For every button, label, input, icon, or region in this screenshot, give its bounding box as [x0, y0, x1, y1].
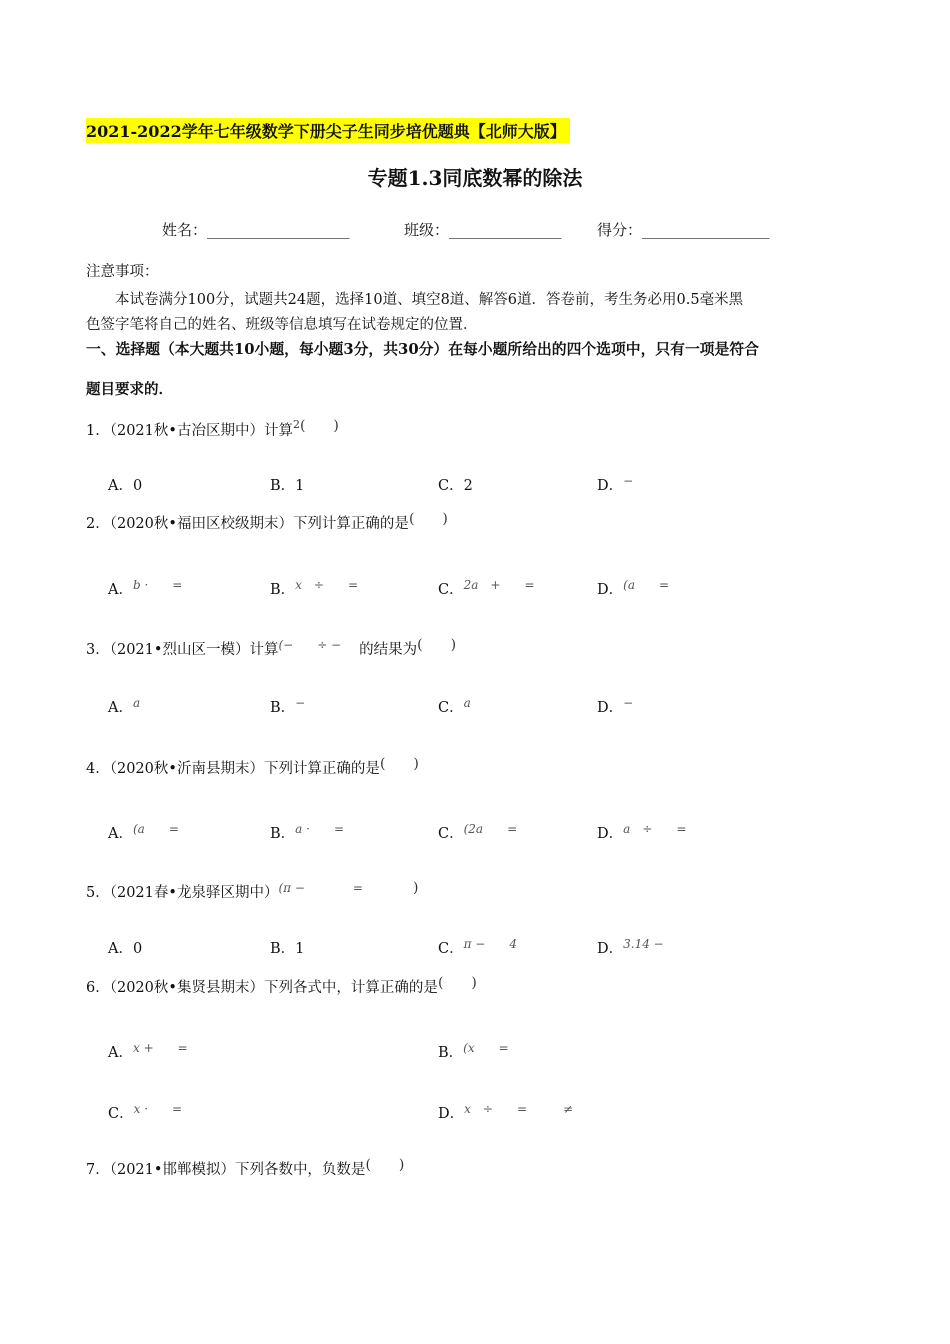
option-label: C． — [438, 582, 464, 598]
question-number: 7． — [86, 1162, 110, 1178]
math-expr: 2 — [292, 418, 300, 431]
question-source: （2021春•龙泉驿区期中） — [109, 885, 279, 901]
option-a[interactable] — [108, 696, 140, 717]
answer-blank[interactable]: ( ) — [437, 975, 477, 991]
option-b[interactable] — [438, 1041, 509, 1062]
question-number: 1． — [86, 423, 110, 439]
question-4 — [86, 757, 419, 778]
option-a[interactable] — [108, 822, 179, 843]
option-c[interactable] — [438, 696, 471, 717]
option-label: A． — [108, 826, 133, 842]
option-math: − — [295, 696, 306, 710]
question-7 — [86, 1158, 404, 1179]
option-d[interactable] — [597, 696, 633, 717]
series-banner: 2021-2022学年七年级数学下册尖子生同步培优题典【北师大版】 — [86, 118, 570, 143]
option-d[interactable] — [597, 822, 686, 843]
option-math: a ÷ = — [623, 822, 687, 836]
option-d[interactable] — [597, 937, 664, 958]
question-number: 5． — [86, 885, 110, 901]
question-number: 3． — [86, 642, 110, 658]
option-math: (a = — [132, 822, 179, 836]
option-label: D． — [597, 941, 624, 957]
class-field[interactable]: 班级：_______________ — [404, 221, 562, 239]
option-label: B． — [270, 478, 296, 494]
option-math: a — [132, 696, 141, 710]
option-a[interactable] — [108, 578, 182, 599]
answer-blank[interactable]: ( ) — [365, 1157, 405, 1173]
math-expr: (π − = — [278, 881, 363, 895]
option-label: A． — [108, 700, 133, 716]
option-text: 2 — [463, 478, 473, 494]
option-c[interactable] — [438, 578, 535, 599]
question-number: 4． — [86, 761, 110, 777]
option-c[interactable] — [438, 474, 473, 495]
page-title: 专题1.3同底数幂的除法 — [367, 166, 583, 190]
option-label: C． — [438, 478, 464, 494]
option-label: A． — [108, 941, 133, 957]
question-source: （2021秋•古冶区期中）计算 — [109, 423, 293, 439]
option-math: (2a = — [463, 822, 518, 836]
notes-heading: 注意事项： — [86, 264, 159, 280]
option-math: x · = — [133, 1102, 183, 1116]
option-c[interactable] — [438, 822, 517, 843]
option-text: 0 — [132, 478, 143, 494]
question-5 — [86, 881, 418, 902]
option-math: (a = — [623, 578, 670, 592]
section-heading-cont: 题目要求的． — [86, 381, 173, 398]
question-number: 6． — [86, 980, 110, 996]
option-label: A． — [108, 478, 133, 494]
option-a[interactable] — [108, 474, 142, 495]
option-label: D． — [597, 478, 624, 494]
question-source: （2020秋•集贤县期末）下列各式中，计算正确的是 — [109, 980, 438, 996]
section-heading: 一、选择题（本大题共10小题，每小题3分，共30分）在每小题所给出的四个选项中，只有一项是符合 — [86, 341, 759, 358]
option-d[interactable] — [597, 578, 669, 599]
option-c[interactable] — [438, 937, 517, 958]
notes-line-2: 色签字笔将自己的姓名、班级等信息填写在试卷规定的位置． — [86, 317, 478, 333]
option-label: C． — [108, 1106, 134, 1122]
question-source: （2020秋•沂南县期末）下列计算正确的是 — [109, 761, 380, 777]
option-label: D． — [438, 1106, 465, 1122]
option-d[interactable] — [438, 1102, 573, 1123]
option-label: B． — [270, 941, 296, 957]
option-label: C． — [438, 700, 464, 716]
answer-blank[interactable]: ( ) — [379, 756, 419, 772]
option-math: a — [463, 696, 471, 710]
notes-line-1: 本试卷满分100分，试题共24题，选择10道、填空8道、解答6道．答卷前，考生务必用0.5毫米黑 — [115, 292, 744, 308]
question-1 — [86, 419, 339, 440]
question-tail: 的结果为 — [359, 642, 418, 658]
option-math: 3.14 − — [623, 937, 664, 951]
option-b[interactable] — [270, 937, 304, 958]
option-label: B． — [270, 582, 296, 598]
option-b[interactable] — [270, 578, 358, 599]
option-math: x + = — [132, 1041, 188, 1055]
answer-blank[interactable]: ( ) — [408, 511, 448, 527]
option-label: B． — [270, 826, 296, 842]
question-number: 2． — [86, 516, 110, 532]
option-math: 2a + = — [463, 578, 535, 592]
option-math: − — [623, 696, 634, 710]
option-math: π − 4 — [463, 937, 518, 951]
option-label: B． — [438, 1045, 464, 1061]
option-math: b · = — [132, 578, 183, 592]
question-source: （2020秋•福田区校级期末）下列计算正确的是 — [109, 516, 409, 532]
answer-blank[interactable]: ) — [412, 880, 419, 896]
option-c[interactable] — [108, 1102, 182, 1123]
question-source: （2021•烈山区一模）计算 — [109, 642, 279, 658]
option-math: − — [623, 474, 634, 488]
option-text: 1 — [295, 478, 305, 494]
option-text: 1 — [295, 941, 305, 957]
score-field[interactable]: 得分：_________________ — [597, 221, 770, 239]
option-math: x ÷ = ≠ — [464, 1102, 574, 1116]
question-source: （2021•邯郸模拟）下列各数中，负数是 — [109, 1162, 366, 1178]
option-b[interactable] — [270, 696, 305, 717]
option-label: D． — [597, 582, 624, 598]
option-a[interactable] — [108, 1041, 188, 1062]
option-b[interactable] — [270, 822, 344, 843]
option-b[interactable] — [270, 474, 304, 495]
answer-blank[interactable]: ( ) — [417, 637, 457, 653]
option-math: a · = — [295, 822, 344, 836]
option-label: D． — [597, 826, 624, 842]
answer-blank[interactable]: ( ) — [299, 418, 339, 434]
option-label: C． — [438, 826, 464, 842]
option-a[interactable] — [108, 937, 142, 958]
question-2 — [86, 512, 448, 533]
option-label: A． — [108, 1045, 133, 1061]
option-text: 0 — [132, 941, 143, 957]
option-label: A． — [108, 582, 133, 598]
option-label: C． — [438, 941, 464, 957]
math-expr: (− ÷ − — [278, 638, 342, 652]
question-6 — [86, 976, 477, 997]
option-label: D． — [597, 700, 624, 716]
option-label: B． — [270, 700, 296, 716]
option-math: (x = — [463, 1041, 509, 1055]
name-field[interactable]: 姓名：___________________ — [162, 221, 350, 239]
option-d[interactable] — [597, 474, 633, 495]
option-math: x ÷ = — [295, 578, 359, 592]
question-3 — [86, 638, 456, 659]
